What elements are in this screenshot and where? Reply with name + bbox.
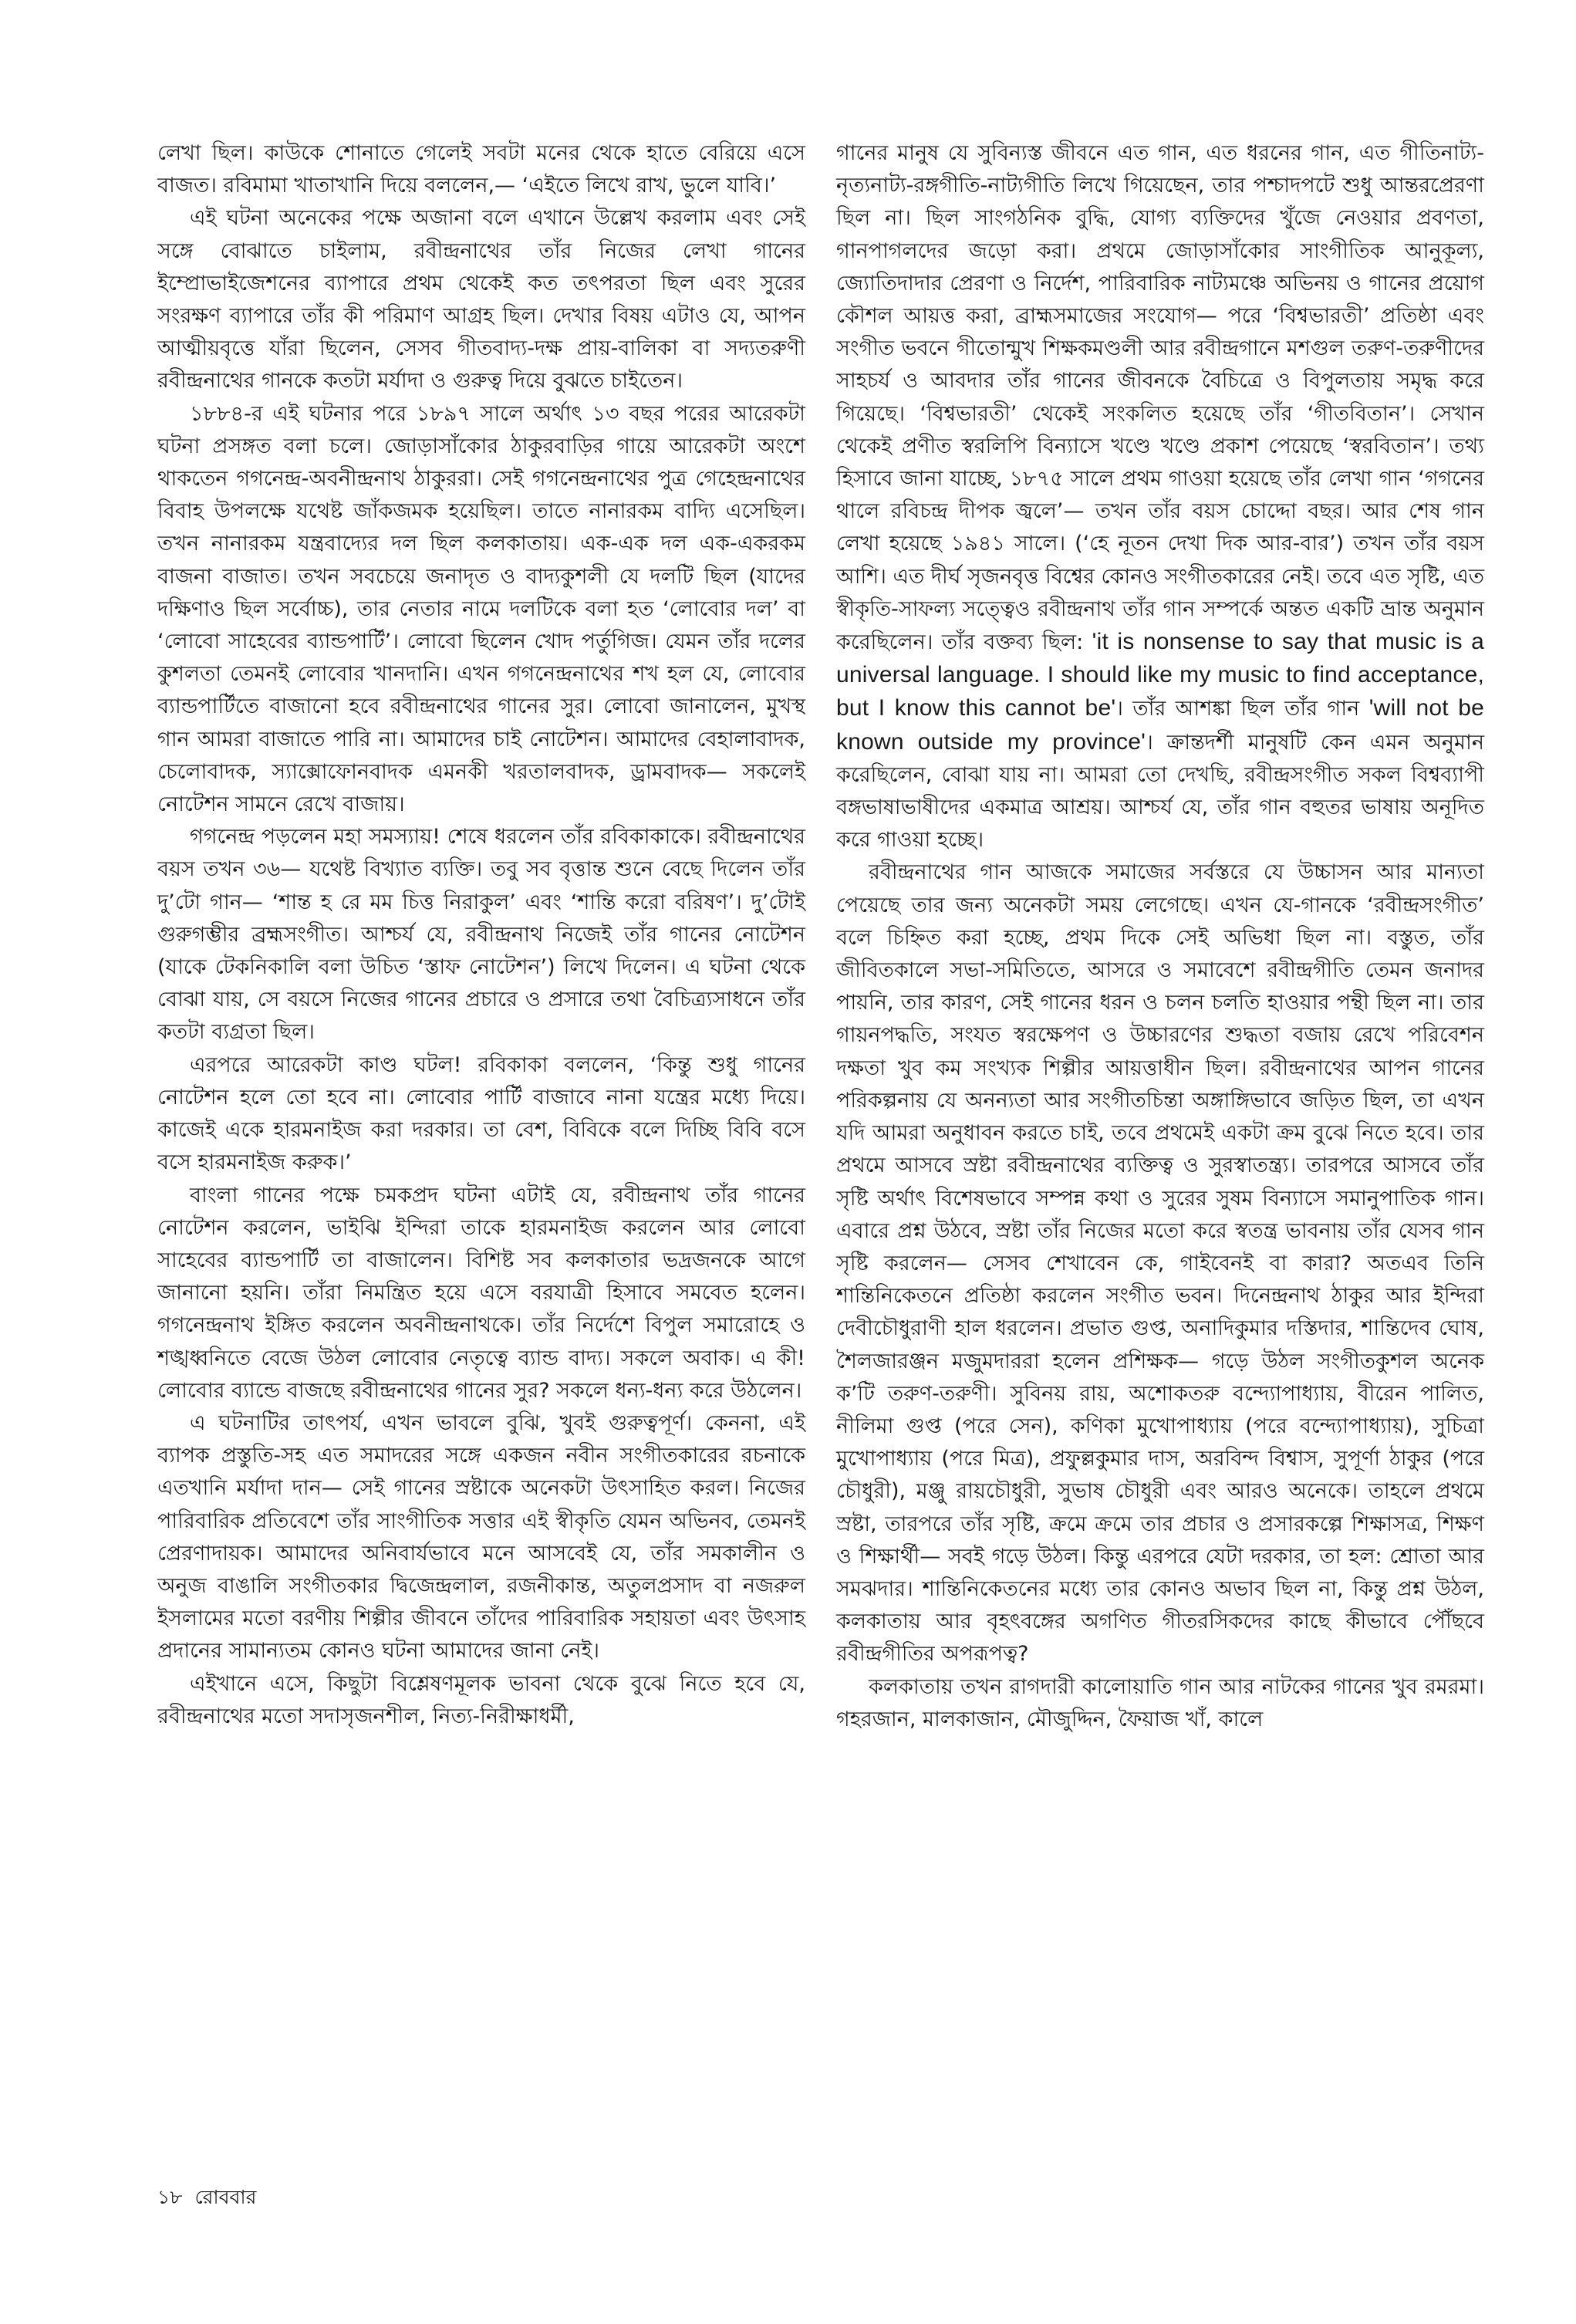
paragraph-l1: এই ঘটনা অনেকের পক্ষে অজানা বলে এখানে উল্লেখ করলাম এবং সেই সঙ্গে বোঝাতে চাইলাম, রবীন্দ্রনাথের তাঁর নিজের লেখা গানের ইম্প্রোভাইজেশনের ব্যাপারে প্রথম থেকেই কত তৎপরতা ছিল এবং সুরের সংরক্ষণ ব্যাপারে তাঁর কী পরিমাণ আগ্রহ ছিল। দেখার বিষয় এটাও যে, আপন আত্মীয়বৃত্তে যাঁরা ছিলেন, সেসব গীতবাদ্য-দক্ষ প্রায়-বালিকা বা সদ্যতরুণী রবীন্দ্রনাথের গানকে কতটা মর্যাদা ও গুরুত্ব দিয়ে বুঝতে চাইতেন।	[157, 206, 805, 394]
paragraph-l6: এ ঘটনাটির তাৎপর্য, এখন ভাবলে বুঝি, খুবই গুরুত্বপূর্ণ। কেননা, এই ব্যাপক প্রস্তুতি-সহ এত সমাদরের সঙ্গে একজন নবীন সংগীতকারের রচনাকে এতখানি মর্যাদা দান— সেই গানের স্রষ্টাকে অনেকটা উৎসাহিত করল। নিজের পারিবারিক প্রতিবেশে তাঁর সাংগীতিক সত্তার এই স্বীকৃতি যেমন অভিনব, তেমনই প্রেরণাদায়ক। আমাদের অনিবার্যভাবে মনে আসবেই যে, তাঁর সমকালীন ও অনুজ বাঙালি সংগীতকার দ্বিজেন্দ্রলাল, রজনীকান্ত, অতুলপ্রসাদ বা নজরুল ইসলামের মতো বরণীয় শিল্পীর জীবনে তাঁদের পারিবারিক সহায়তা এবং উৎসাহ প্রদানের সামান্যতম কোনও ঘটনা আমাদের জানা নেই।	[157, 1410, 805, 1664]
page-footer	[157, 2184, 256, 2211]
page-number: ১৮	[157, 2186, 183, 2208]
english-quote-2: 'will not be known outside my province'	[836, 695, 1484, 755]
english-quote-1: 'it is nonsense to say that music is a universal language. I should like my music to find acceptance, but I know this cannot be'	[836, 629, 1484, 721]
right-column	[836, 137, 1484, 1736]
paragraph-r0-text-b: । তাঁর আশঙ্কা ছিল তাঁর গান	[1115, 697, 1360, 721]
paragraph-l7: এইখানে এসে, কিছুটা বিশ্লেষণমূলক ভাবনা থেকে বুঝে নিতে হবে যে, রবীন্দ্রনাথের মতো সদাসৃজনশীল, নিত্য-নিরীক্ষাধর্মী,	[157, 1671, 805, 1728]
paragraph-l2: ১৮৮৪-র এই ঘটনার পরে ১৮৯৭ সালে অর্থাৎ ১৩ বছর পরের আরেকটা ঘটনা প্রসঙ্গত বলা চলে। জোড়াসাঁকোর ঠাকুরবাড়ির গায়ে আরেকটা অংশে থাকতেন গগনেন্দ্র-অবনীন্দ্রনাথ ঠাকুররা। সেই গগনেন্দ্রনাথের পুত্র গেহেন্দ্রনাথের বিবাহ উপলক্ষে যথেষ্ট জাঁকজমক হয়েছিল। তাতে নানারকম বাদ্যি এসেছিল। তখন নানারকম যন্ত্রবাদ্যের দল ছিল কলকাতায়। এক-এক দল এক-একরকম বাজনা বাজাত। তখন সবচেয়ে জনাদৃত ও বাদ্যকুশলী যে দলটি ছিল (যাদের দক্ষিণাও ছিল সর্বোচ্চ), তার নেতার নামে দলটিকে বলা হত ‘লোবোর দল’ বা ‘লোবো সাহেবের ব্যান্ডপার্টি’। লোবো ছিলেন খোদ পর্তুগিজ। যেমন তাঁর দলের কুশলতা তেমনই লোবোর খানদানি। এখন গগনেন্দ্রনাথের শখ হল যে, লোবোর ব্যান্ডপার্টিতে বাজানো হবে রবীন্দ্রনাথের গানের সুর। লোবো জানালেন, মুখস্থ গান আমরা বাজাতে পারি না। আমাদের চাই নোটেশন। আমাদের বেহালাবাদক, চেলোবাদক, স্যাক্সোফোনবাদক এমনকী খরতালবাদক, ড্রামবাদক— সকলেই নোটেশন সামনে রেখে বাজায়।	[157, 401, 805, 817]
paragraph-l5: বাংলা গানের পক্ষে চমকপ্রদ ঘটনা এটাই যে, রবীন্দ্রনাথ তাঁর গানের নোটেশন করলেন, ভাইঝি ইন্দিরা তাকে হারমনাইজ করলেন আর লোবো সাহেবের ব্যান্ডপার্টি তা বাজালেন। বিশিষ্ট সব কলকাতার ভদ্রজনকে আগে জানানো হয়নি। তাঁরা নিমন্ত্রিত হয়ে এসে বরযাত্রী হিসাবে সমবেত হলেন। গগনেন্দ্রনাথ ইঙ্গিত করলেন অবনীন্দ্রনাথকে। তাঁর নির্দেশে বিপুল সমারোহে ও শঙ্খধ্বনিতে বেজে উঠল লোবোর নেতৃত্বে ব্যান্ড বাদ্য। সকলে অবাক। এ কী! লোবোর ব্যান্ডে বাজছে রবীন্দ্রনাথের গানের সুর? সকলে ধন্য-ধন্য করে উঠলেন।	[157, 1183, 805, 1403]
left-column	[157, 137, 805, 1733]
paragraph-r2: কলকাতায় তখন রাগদারী কালোয়াতি গান আর নাটকের গানের খুব রমরমা। গহরজান, মালকাজান, মৌজুদ্দিন, ফৈয়াজ খাঁ, কালে	[836, 1674, 1484, 1731]
paragraph-l4: এরপরে আরেকটা কাণ্ড ঘটল! রবিকাকা বললেন, ‘কিন্তু শুধু গানের নোটেশন হলে তো হবে না। লোবোর পার্টি বাজাবে নানা যন্ত্রের মধ্যে দিয়ে। কাজেই একে হারমনাইজ করা দরকার। তা বেশ, বিবিকে বলে দিচ্ছি বিবি বসে বসে হারমনাইজ করুক।’	[157, 1052, 805, 1175]
paragraph-l3: গগনেন্দ্র পড়লেন মহা সমস্যায়! শেষে ধরলেন তাঁর রবিকাকাকে। রবীন্দ্রনাথের বয়স তখন ৩৬— যথেষ্ট বিখ্যাত ব্যক্তি। তবু সব বৃত্তান্ত শুনে বেছে দিলেন তাঁর দু’টো গান— ‘শান্ত হ রে মম চিত্ত নিরাকুল’ এবং ‘শান্তি করো বরিষণ’। দু’টোই গুরুগম্ভীর ব্রহ্মসংগীত। আশ্চর্য যে, রবীন্দ্রনাথ নিজেই তাঁর গানের নোটেশন (যাকে টেকনিকালি বলা উচিত ‘স্তাফ নোটেশন’) লিখে দিলেন। এ ঘটনা থেকে বোঝা যায়, সে বয়সে নিজের গানের প্রচারে ও প্রসারে তথা বৈচিত্র্যসাধনে তাঁর কতটা ব্যগ্রতা ছিল।	[157, 825, 805, 1045]
paragraph-r0-text: গানের মানুষ যে সুবিন্যস্ত জীবনে এত গান, এত ধরনের গান, এত গীতিনাট্য-নৃত্যনাট্য-রঙ্গগীতি-নাট্যগীতি লিখে গিয়েছেন, তার পশ্চাদপটে শুধু আন্তরপ্রেরণা ছিল না। ছিল সাংগঠনিক বুদ্ধি, যোগ্য ব্যক্তিদের খুঁজে নেওয়ার প্রবণতা, গানপাগলদের জড়ো করা। প্রথমে জোড়াসাঁকোর সাংগীতিক আনুকূল্য, জ্যোতিদাদার প্রেরণা ও নির্দেশ, পারিবারিক নাট্যমঞ্চে অভিনয় ও গানের প্রয়োগ কৌশল আয়ত্ত করা, ব্রাহ্মসমাজের সংযোগ— পরে ‘বিশ্বভারতী’ প্রতিষ্ঠা এবং সংগীত ভবনে গীতোন্মুখ শিক্ষকমণ্ডলী আর রবীন্দ্রগানে মশগুল তরুণ-তরুণীদের সাহচর্য ও আবদার তাঁর গানের জীবনকে বৈচিত্রে ও বিপুলতায় সমৃদ্ধ করে গিয়েছে। ‘বিশ্বভারতী’ থেকেই সংকলিত হয়েছে তাঁর ‘গীতবিতান’। সেখান থেকেই প্রণীত স্বরলিপি বিন্যাসে খণ্ডে খণ্ডে প্রকাশ পেয়েছে ‘স্বরবিতান’। তথ্য হিসাবে জানা যাচ্ছে, ১৮৭৫ সালে প্রথম গাওয়া হয়েছে তাঁর লেখা গান ‘গগনের থালে রবিচন্দ্র দীপক জ্বলে’— তখন তাঁর বয়স চোদ্দো বছর। আর শেষ গান লেখা হয়েছে ১৯৪১ সালে। (‘হে নূতন দেখা দিক আর-বার’) তখন তাঁর বয়স আশি। এত দীর্ঘ সৃজনবৃত্ত বিশ্বের কোনও সংগীতকারের নেই। তবে এত সৃষ্টি, এত স্বীকৃতি-সাফল্য সত্ত্বেও রবীন্দ্রনাথ তাঁর গান সম্পর্কে অন্তত একটি ভ্রান্ত অনুমান করেছিলেন। তাঁর বক্তব্য ছিল:	[836, 141, 1484, 655]
publication-name: রোববার	[194, 2186, 257, 2208]
paragraph-r1: রবীন্দ্রনাথের গান আজকে সমাজের সর্বস্তরে যে উচ্চাসন আর মান্যতা পেয়েছে তার জন্য অনেকটা সময় লেগেছে। এখন যে-গানকে ‘রবীন্দ্রসংগীত’ বলে চিহ্নিত করা হচ্ছে, প্রথম দিকে সেই অভিধা ছিল না। বস্তুত, তাঁর জীবিতকালে সভা-সমিতিতে, আসরে ও সমাবেশে রবীন্দ্রগীতি তেমন জনাদর পায়নি, তার কারণ, সেই গানের ধরন ও চলন চলতি হাওয়ার পন্থী ছিল না। তার গায়নপদ্ধতি, সংযত স্বরক্ষেপণ ও উচ্চারণের শুদ্ধতা বজায় রেখে পরিবেশন দক্ষতা খুব কম সংখ্যক শিল্পীর আয়ত্তাধীন ছিল। রবীন্দ্রনাথের আপন গানের পরিকল্পনায় যে অনন্যতা আর সংগীতচিন্তা অঙ্গাঙ্গিভাবে জড়িত ছিল, তা এখন যদি আমরা অনুধাবন করতে চাই, তবে প্রথমেই একটা ক্রম বুঝে নিতে হবে। তার প্রথমে আসবে স্রষ্টা রবীন্দ্রনাথের ব্যক্তিত্ব ও সুরস্বাতন্ত্র্য। তারপরে আসবে তাঁর সৃষ্টি অর্থাৎ বিশেষভাবে সম্পন্ন কথা ও সুরের সুষম বিন্যাসে সমানুপাতিক গান। এবারে প্রশ্ন উঠবে, স্রষ্টা তাঁর নিজের মতো করে স্বতন্ত্র ভাবনায় তাঁর যেসব গান সৃষ্টি করলেন— সেসব শেখাবেন কে, গাইবেনই বা কারা? অতএব তিনি শান্তিনিকেতনে প্রতিষ্ঠা করলেন সংগীত ভবন। দিনেন্দ্রনাথ ঠাকুর আর ইন্দিরা দেবীচৌধুরাণী হাল ধরলেন। প্রভাত গুপ্ত, অনাদিকুমার দস্তিদার, শান্তিদেব ঘোষ, শৈলজারঞ্জন মজুমদাররা হলেন প্রশিক্ষক— গড়ে উঠল সংগীতকুশল অনেক ক’টি তরুণ-তরুণী। সুবিনয় রায়, অশোকতরু বন্দ্যোপাধ্যায়, বীরেন পালিত, নীলিমা গুপ্ত (পরে সেন), কণিকা মুখোপাধ্যায় (পরে বন্দ্যোপাধ্যায়), সুচিত্রা মুখোপাধ্যায় (পরে মিত্র), প্রফুল্লকুমার দাস, অরবিন্দ বিশ্বাস, সুপূর্ণা ঠাকুর (পরে চৌধুরী), মঞ্জু রায়চৌধুরী, সুভাষ চৌধুরী এবং আরও অনেকে। তাহলে প্রথমে স্রষ্টা, তারপরে তাঁর সৃষ্টি, ক্রমে ক্রমে তার প্রচার ও প্রসারকল্পে শিক্ষাসত্র, শিক্ষণ ও শিক্ষার্থী— সবই গড়ে উঠল। কিন্তু এরপরে যেটা দরকার, তা হল: শ্রোতা আর সমঝদার। শান্তিনিকেতনের মধ্যে তার কোনও অভাব ছিল না, কিন্তু প্রশ্ন উঠল, কলকাতায় আর বৃহৎবঙ্গের অগণিত গীতরসিকদের কাছে কীভাবে পৌঁছবে রবীন্দ্রগীতির অপরূপত্ব?	[836, 860, 1484, 1667]
paragraph-l0: লেখা ছিল। কাউকে শোনাতে গেলেই সবটা মনের থেকে হাতে বেরিয়ে এসে বাজত। রবিমামা খাতাখানি দিয়ে বললেন,— ‘এইতে লিখে রাখ, ভুলে যাবি।’	[157, 141, 805, 198]
paragraph-r0-text-c: । ক্রান্তদর্শী মানুষটি কেন এমন অনুমান করেছিলেন, বোঝা যায় না। আমরা তো দেখছি, রবীন্দ্রসংগীত সকল বিশ্বব্যাপী বঙ্গভাষাভাষীদের একমাত্র আশ্রয়। আশ্চর্য যে, তাঁর গান বহুতর ভাষায় অনূদিত করে গাওয়া হচ্ছে।	[836, 730, 1484, 853]
paragraph-r0	[836, 137, 1484, 856]
